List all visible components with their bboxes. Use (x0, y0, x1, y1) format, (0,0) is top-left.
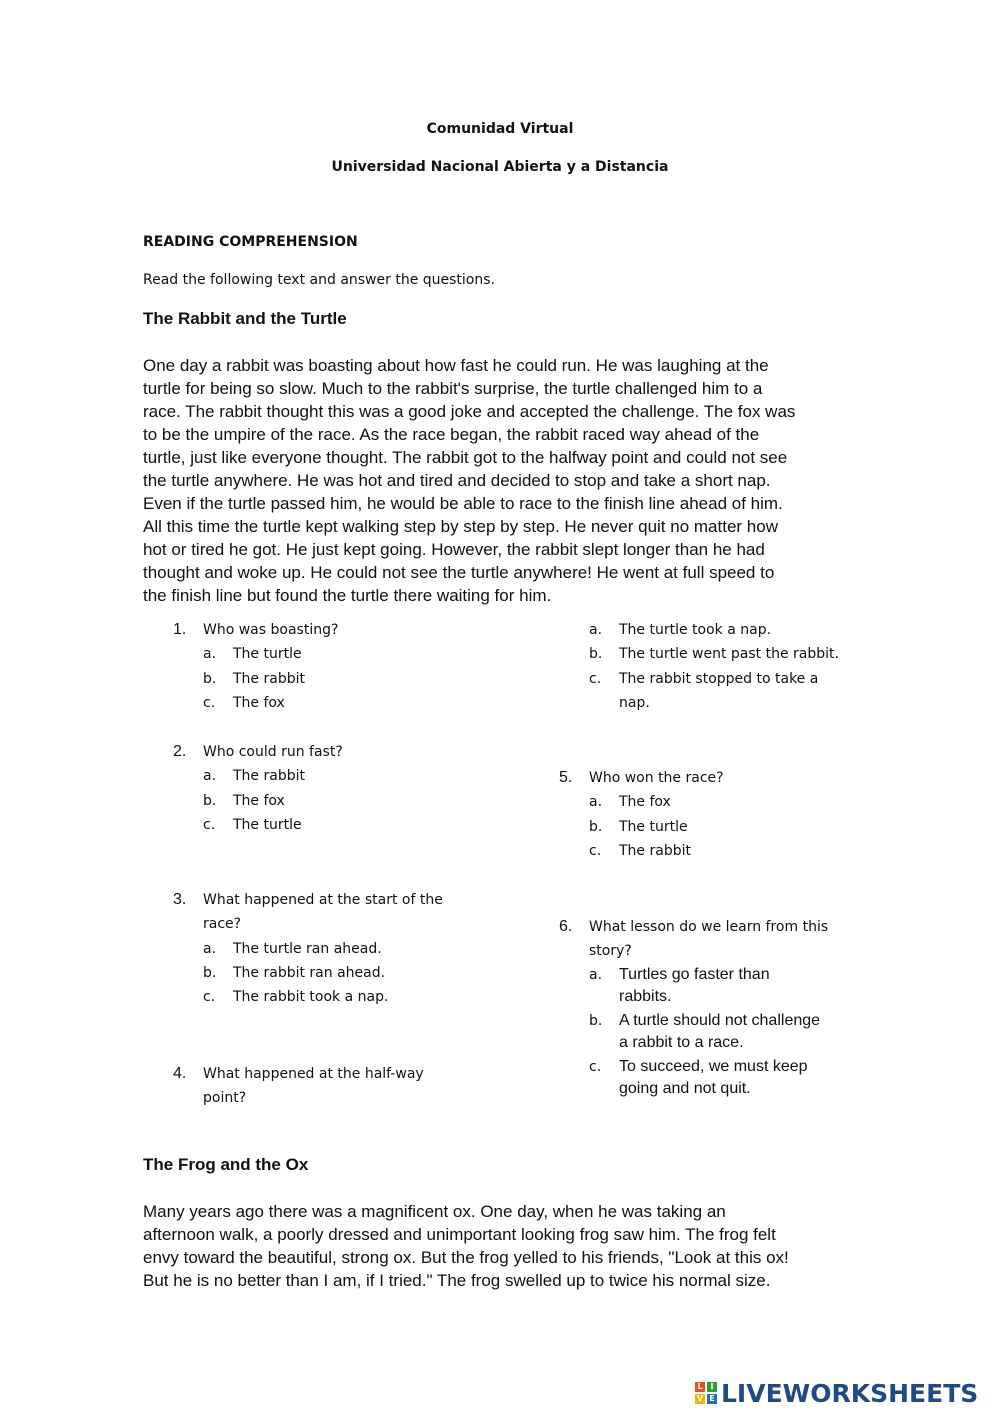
option-text (233, 764, 343, 788)
option-text (233, 789, 343, 813)
text-line: The fox (233, 792, 285, 809)
option-list (203, 764, 343, 837)
option-list (203, 642, 338, 715)
text-line: The rabbit ran ahead. (233, 964, 386, 981)
question-stem (203, 888, 443, 937)
option-text (619, 642, 839, 666)
answer-option (203, 985, 443, 1009)
text-line: nap. (619, 694, 650, 711)
option-list (589, 790, 724, 863)
text-line: The fox (619, 794, 671, 811)
text-line: The rabbit took a nap. (233, 989, 389, 1006)
option-text (619, 815, 724, 839)
text-line: Who was boasting? (203, 622, 339, 638)
question-3 (173, 888, 443, 1009)
option-text (619, 618, 839, 642)
option-letter: b. (589, 818, 603, 835)
answer-option (203, 961, 443, 985)
option-letter: c. (589, 842, 602, 859)
text-line: thought and woke up. He could not see the turtle anywhere! He went at full speed to (143, 563, 775, 582)
text-line: the finish line but found the turtle there waiting for him. (143, 586, 552, 605)
text-line: The rabbit (233, 670, 305, 687)
question-number: 2. (173, 743, 187, 760)
answer-option (589, 642, 839, 666)
option-letter: a. (203, 646, 217, 663)
option-text (619, 964, 828, 1009)
text-line: story? (589, 943, 632, 960)
text-line: hot or tired he got. He just kept going. However, the rabbit slept longer than he had (143, 540, 765, 559)
option-text (619, 790, 724, 814)
logo-mark-tile: I (707, 1382, 717, 1392)
option-letter: b. (203, 964, 217, 981)
text-line: the turtle anywhere. He was hot and tired and decided to stop and take a short nap. (143, 471, 771, 490)
option-letter: c. (589, 670, 602, 687)
text-line: point? (203, 1090, 247, 1107)
option-letter: a. (589, 966, 603, 983)
question-5 (559, 766, 724, 863)
option-letter: a. (203, 768, 217, 785)
option-letter: a. (589, 622, 603, 638)
text-line: race. The rabbit thought this was a good joke and accepted the challenge. The fox was (143, 402, 796, 421)
answer-option (203, 937, 443, 961)
text-line: What happened at the half-way (203, 1066, 424, 1082)
text-line: The turtle took a nap. (619, 622, 772, 638)
story-1-text (143, 354, 863, 607)
text-line: afternoon walk, a poorly dressed and unimportant looking frog saw him. The frog felt (143, 1225, 776, 1244)
answer-option (203, 813, 343, 837)
text-line: What lesson do we learn from this (589, 919, 829, 935)
answer-option (203, 642, 338, 666)
question-number: 3. (173, 891, 187, 908)
option-letter: b. (589, 1012, 603, 1029)
text-line: The turtle went past the rabbit. (619, 646, 839, 663)
answer-option (589, 790, 724, 814)
logo-mark-tile: E (707, 1394, 717, 1404)
option-letter: b. (203, 670, 217, 687)
text-line: turtle for being so slow. Much to the rabbit's surprise, the turtle challenged him to a (143, 379, 763, 398)
text-line: race? (203, 916, 242, 933)
story-1-title: The Rabbit and the Turtle (143, 309, 347, 328)
text-line: The rabbit (619, 842, 691, 859)
option-text (619, 1010, 828, 1055)
answer-option (589, 815, 724, 839)
logo-text: LIVEWORKSHEETS (721, 1378, 979, 1408)
text-line: envy toward the beautiful, strong ox. But the frog yelled to his friends, "Look at this ox! (143, 1248, 789, 1267)
answer-option (589, 1056, 828, 1101)
question-number: 4. (173, 1065, 187, 1082)
text-line: Many years ago there was a magnificent ox. One day, when he was taking an (143, 1202, 726, 1221)
question-stem (589, 766, 724, 790)
answer-option (589, 1010, 828, 1055)
text-line: turtle, just like everyone thought. The rabbit got to the halfway point and could not see (143, 448, 788, 467)
logo-mark-tile: V (696, 1394, 704, 1403)
story-2-title: The Frog and the Ox (143, 1155, 309, 1174)
story-2-text (143, 1200, 863, 1292)
question-6 (559, 915, 828, 1102)
option-text (233, 813, 343, 837)
question-stem (203, 1062, 424, 1111)
option-text (619, 1056, 828, 1101)
option-text (233, 667, 338, 691)
answer-option (589, 839, 724, 863)
option-text (233, 961, 443, 985)
text-line: The turtle ran ahead. (233, 940, 382, 957)
question-4-options (559, 618, 839, 715)
question-stem (203, 618, 338, 642)
answer-option (589, 964, 828, 1009)
text-line: The rabbit (233, 768, 305, 785)
question-stem (589, 915, 828, 964)
text-line: Turtles go faster than (619, 965, 770, 983)
answer-option (203, 764, 343, 788)
question-number: 6. (559, 918, 573, 935)
text-line: A turtle should not challenge (619, 1011, 821, 1029)
option-letter: c. (203, 989, 216, 1006)
option-letter: c. (589, 1058, 602, 1075)
option-letter: b. (589, 646, 603, 663)
answer-option (203, 789, 343, 813)
option-text (233, 937, 443, 961)
text-line: Who could run fast? (203, 744, 343, 760)
option-text (619, 839, 724, 863)
option-text (233, 985, 443, 1009)
text-line: a rabbit to a race. (619, 1034, 744, 1052)
option-list (203, 937, 443, 1010)
liveworksheets-logo (695, 1376, 978, 1410)
option-text (233, 642, 338, 666)
option-list (589, 964, 828, 1101)
option-text (233, 691, 338, 715)
option-list (589, 618, 839, 715)
text-line: The fox (233, 694, 285, 711)
header-line-2: Universidad Nacional Abierta y a Distancia (331, 159, 669, 175)
logo-mark (695, 1382, 717, 1404)
text-line: rabbits. (619, 988, 672, 1006)
instructions: Read the following text and answer the questions. (143, 272, 495, 288)
text-line: The turtle (619, 818, 688, 835)
text-line: The rabbit stopped to take a (619, 670, 819, 687)
option-letter: b. (203, 792, 217, 809)
text-line: Even if the turtle passed him, he would be able to race to the finish line ahead of him. (143, 494, 783, 513)
option-letter: a. (589, 794, 603, 811)
question-1 (173, 618, 338, 715)
text-line: One day a rabbit was boasting about how fast he could run. He was laughing at the (143, 356, 769, 375)
text-line: The turtle (233, 646, 302, 663)
text-line: All this time the turtle kept walking step by step by step. He never quit no matter how (143, 517, 778, 536)
text-line: to be the umpire of the race. As the race began, the rabbit raced way ahead of the (143, 425, 760, 444)
text-line: going and not quit. (619, 1080, 751, 1098)
answer-option (203, 691, 338, 715)
answer-option (589, 618, 839, 642)
answer-option (589, 667, 839, 716)
question-2 (173, 740, 343, 837)
option-text (619, 667, 839, 716)
answer-option (203, 667, 338, 691)
section-label: READING COMPREHENSION (143, 234, 358, 250)
option-letter: c. (203, 694, 216, 711)
text-line: What happened at the start of the (203, 892, 443, 908)
question-number: 1. (173, 621, 187, 638)
text-line: To succeed, we must keep (619, 1057, 808, 1075)
header-line-1: Comunidad Virtual (426, 121, 574, 137)
text-line: But he is no better than I am, if I tried." The frog swelled up to twice his normal size. (143, 1271, 771, 1290)
question-stem (203, 740, 343, 764)
logo-mark-tile: L (695, 1382, 705, 1392)
option-letter: c. (203, 816, 216, 833)
question-number: 5. (559, 769, 573, 786)
option-letter: a. (203, 940, 217, 957)
text-line: Who won the race? (589, 770, 724, 786)
question-4 (173, 1062, 424, 1111)
text-line: The turtle (233, 816, 302, 833)
